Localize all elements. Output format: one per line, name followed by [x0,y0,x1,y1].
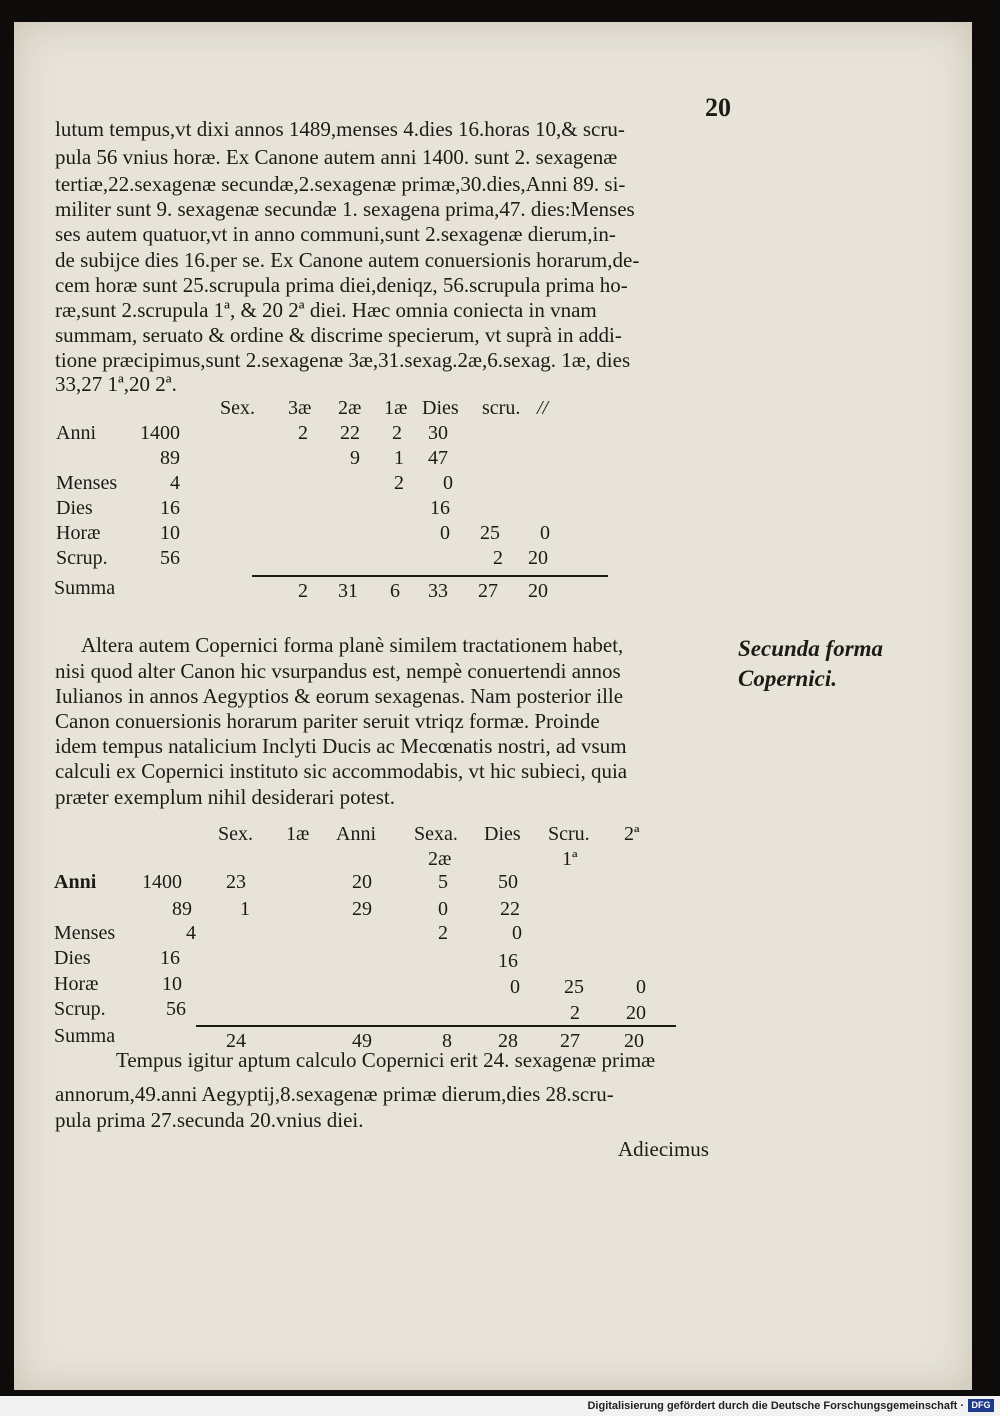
table-header: 2æ [338,397,362,419]
marginal-note: Secunda forma [738,636,884,661]
marginal-note: Copernici. [738,666,838,691]
row-label: Anni [56,422,96,444]
table-cell: 22 [500,898,520,920]
row-label: Scrup. [54,998,106,1020]
table-cell: 20 [528,547,548,569]
table-header: 3æ [288,397,312,419]
text-line: pula 56 vnius horæ. Ex Canone autem anni 1400. sunt 2. sexagenæ [55,145,618,169]
table-cell: 2 [493,547,503,569]
summa-cell: 8 [442,1030,452,1052]
summa-cell: 49 [352,1030,372,1052]
text-line: ræ,sunt 2.scrupula 1ª, & 20 2ª diei. Hæc omnia coniecta in vnam [55,298,597,322]
summa-cell: 27 [478,580,498,602]
text-line: de subijce dies 16.per se. Ex Canone autem conuersionis horarum,de- [55,248,640,272]
row-number: 4 [170,472,180,494]
table-cell: 50 [498,871,518,893]
table-header: Sexa. [414,823,458,845]
table-header: Sex. [218,823,253,845]
table-cell: 2 [394,472,404,494]
summa-cell: 33 [428,580,448,602]
table-cell: 29 [352,898,372,920]
text-line: summam, seruato & ordine & discrime specierum, vt suprà in addi- [55,323,622,347]
table-header: Dies [422,397,459,419]
table-cell: 0 [512,922,522,944]
text-line: præter exemplum nihil desiderari potest. [55,785,395,809]
row-number: 4 [186,922,196,944]
row-number: 1400 [142,871,182,893]
page-number: 20 [705,93,731,122]
table-cell: 25 [480,522,500,544]
row-label: Horæ [56,522,101,544]
table-header: 1æ [286,823,310,845]
catchword: Adiecimus [618,1137,709,1161]
table-header: 1æ [384,397,408,419]
summa-cell: 24 [226,1030,246,1052]
summa-cell: 6 [390,580,400,602]
row-label: Horæ [54,973,99,995]
text-line: tertiæ,22.sexagenæ secundæ,2.sexagenæ primæ,30.dies,Anni 89. si- [55,172,626,196]
text-line: ses autem quatuor,vt in anno communi,sunt 2.sexagenæ dierum,in- [55,222,616,246]
text-line: idem tempus natalicium Inclyti Ducis ac Mecœnatis nostri, ad vsum [55,734,627,758]
dfg-logo-icon: DFG [968,1399,994,1412]
table-cell: 0 [443,472,453,494]
text-line: Iulianos in annos Aegyptios & eorum sexagenas. Nam posterior ille [55,684,624,708]
table-cell: 0 [440,522,450,544]
summa-label: Summa [54,1025,116,1047]
summa-cell: 28 [498,1030,518,1052]
table-cell: 16 [498,950,518,972]
table-cell: 16 [430,497,450,519]
table-cell: 0 [636,976,646,998]
text-line: lutum tempus,vt dixi annos 1489,menses 4.dies 16.horas 10,& scru- [55,117,625,141]
table-cell: 2 [298,422,308,444]
table-header: Scru. [548,823,590,845]
row-number: 89 [160,447,180,469]
row-number: 10 [160,522,180,544]
table-cell: 0 [540,522,550,544]
text-line: Altera autem Copernici forma planè similem tractationem habet, [81,633,624,657]
row-label: Dies [54,947,91,969]
row-label: Dies [56,497,93,519]
table-cell: 47 [428,447,448,469]
table-cell: 1 [240,898,250,920]
table-cell: 1 [394,447,404,469]
summa-label: Summa [54,577,116,599]
table-cell: 23 [226,871,246,893]
row-number: 56 [160,547,180,569]
footer-credit: Digitalisierung gefördert durch die Deutsche Forschungsgemeinschaft · [587,1400,964,1412]
text-line: cem horæ sunt 25.scrupula prima diei,deniqz, 56.scrupula prima ho- [55,273,628,297]
table-cell: 22 [340,422,360,444]
table-header: // [537,397,549,419]
text-line: annorum,49.anni Aegyptij,8.sexagenæ primæ dierum,dies 28.scru- [55,1082,614,1106]
row-number: 16 [160,497,180,519]
row-number: 10 [162,973,182,995]
row-label: Anni [54,871,97,893]
row-number: 89 [172,898,192,920]
text-line: militer sunt 9. sexagenæ secundæ 1. sexagena prima,47. dies:Menses [55,197,635,221]
table-cell: 0 [438,898,448,920]
table-cell: 5 [438,871,448,893]
text-line: Canon conuersionis horarum pariter seruit vtriqz formæ. Proinde [55,709,600,733]
row-label: Menses [56,472,118,494]
table-header: scru. [482,397,521,419]
table-cell: 0 [510,976,520,998]
row-number: 56 [166,998,186,1020]
table-cell: 2 [570,1002,580,1024]
table-cell: 25 [564,976,584,998]
digitization-footer [0,1396,1000,1416]
row-label: Menses [54,922,116,944]
table-cell: 2 [438,922,448,944]
text-line: calculi ex Copernici instituto sic accommodabis, vt hic subieci, quia [55,759,628,783]
row-number: 1400 [140,422,180,444]
summa-cell: 20 [624,1030,644,1052]
table-cell: 20 [626,1002,646,1024]
table-cell: 2 [392,422,402,444]
summa-cell: 31 [338,580,358,602]
row-number: 16 [160,947,180,969]
text-line: tione præcipimus,sunt 2.sexagenæ 3æ,31.sexag.2æ,6.sexag. 1æ, dies [55,348,631,372]
summa-cell: 2 [298,580,308,602]
summa-cell: 20 [528,580,548,602]
text-line: nisi quod alter Canon hic vsurpandus est, nempè conuertendi annos [55,659,621,683]
table-header: Dies [484,823,521,845]
table-header: Anni [336,823,376,845]
row-label: Scrup. [56,547,108,569]
table-subheader: 1ª [562,848,578,870]
table-cell: 30 [428,422,448,444]
table-cell: 20 [352,871,372,893]
table-header: Sex. [220,397,255,419]
table-subheader: 2æ [428,848,452,870]
sum-rule [196,1025,676,1027]
text-line: 33,27 1ª,20 2ª. [55,372,177,396]
sum-rule [252,575,608,577]
table-header: 2ª [624,823,640,845]
summa-cell: 27 [560,1030,580,1052]
table-cell: 9 [350,447,360,469]
text-line: Tempus igitur aptum calculo Copernici erit 24. sexagenæ primæ [116,1048,656,1072]
text-line: pula prima 27.secunda 20.vnius diei. [55,1108,364,1132]
